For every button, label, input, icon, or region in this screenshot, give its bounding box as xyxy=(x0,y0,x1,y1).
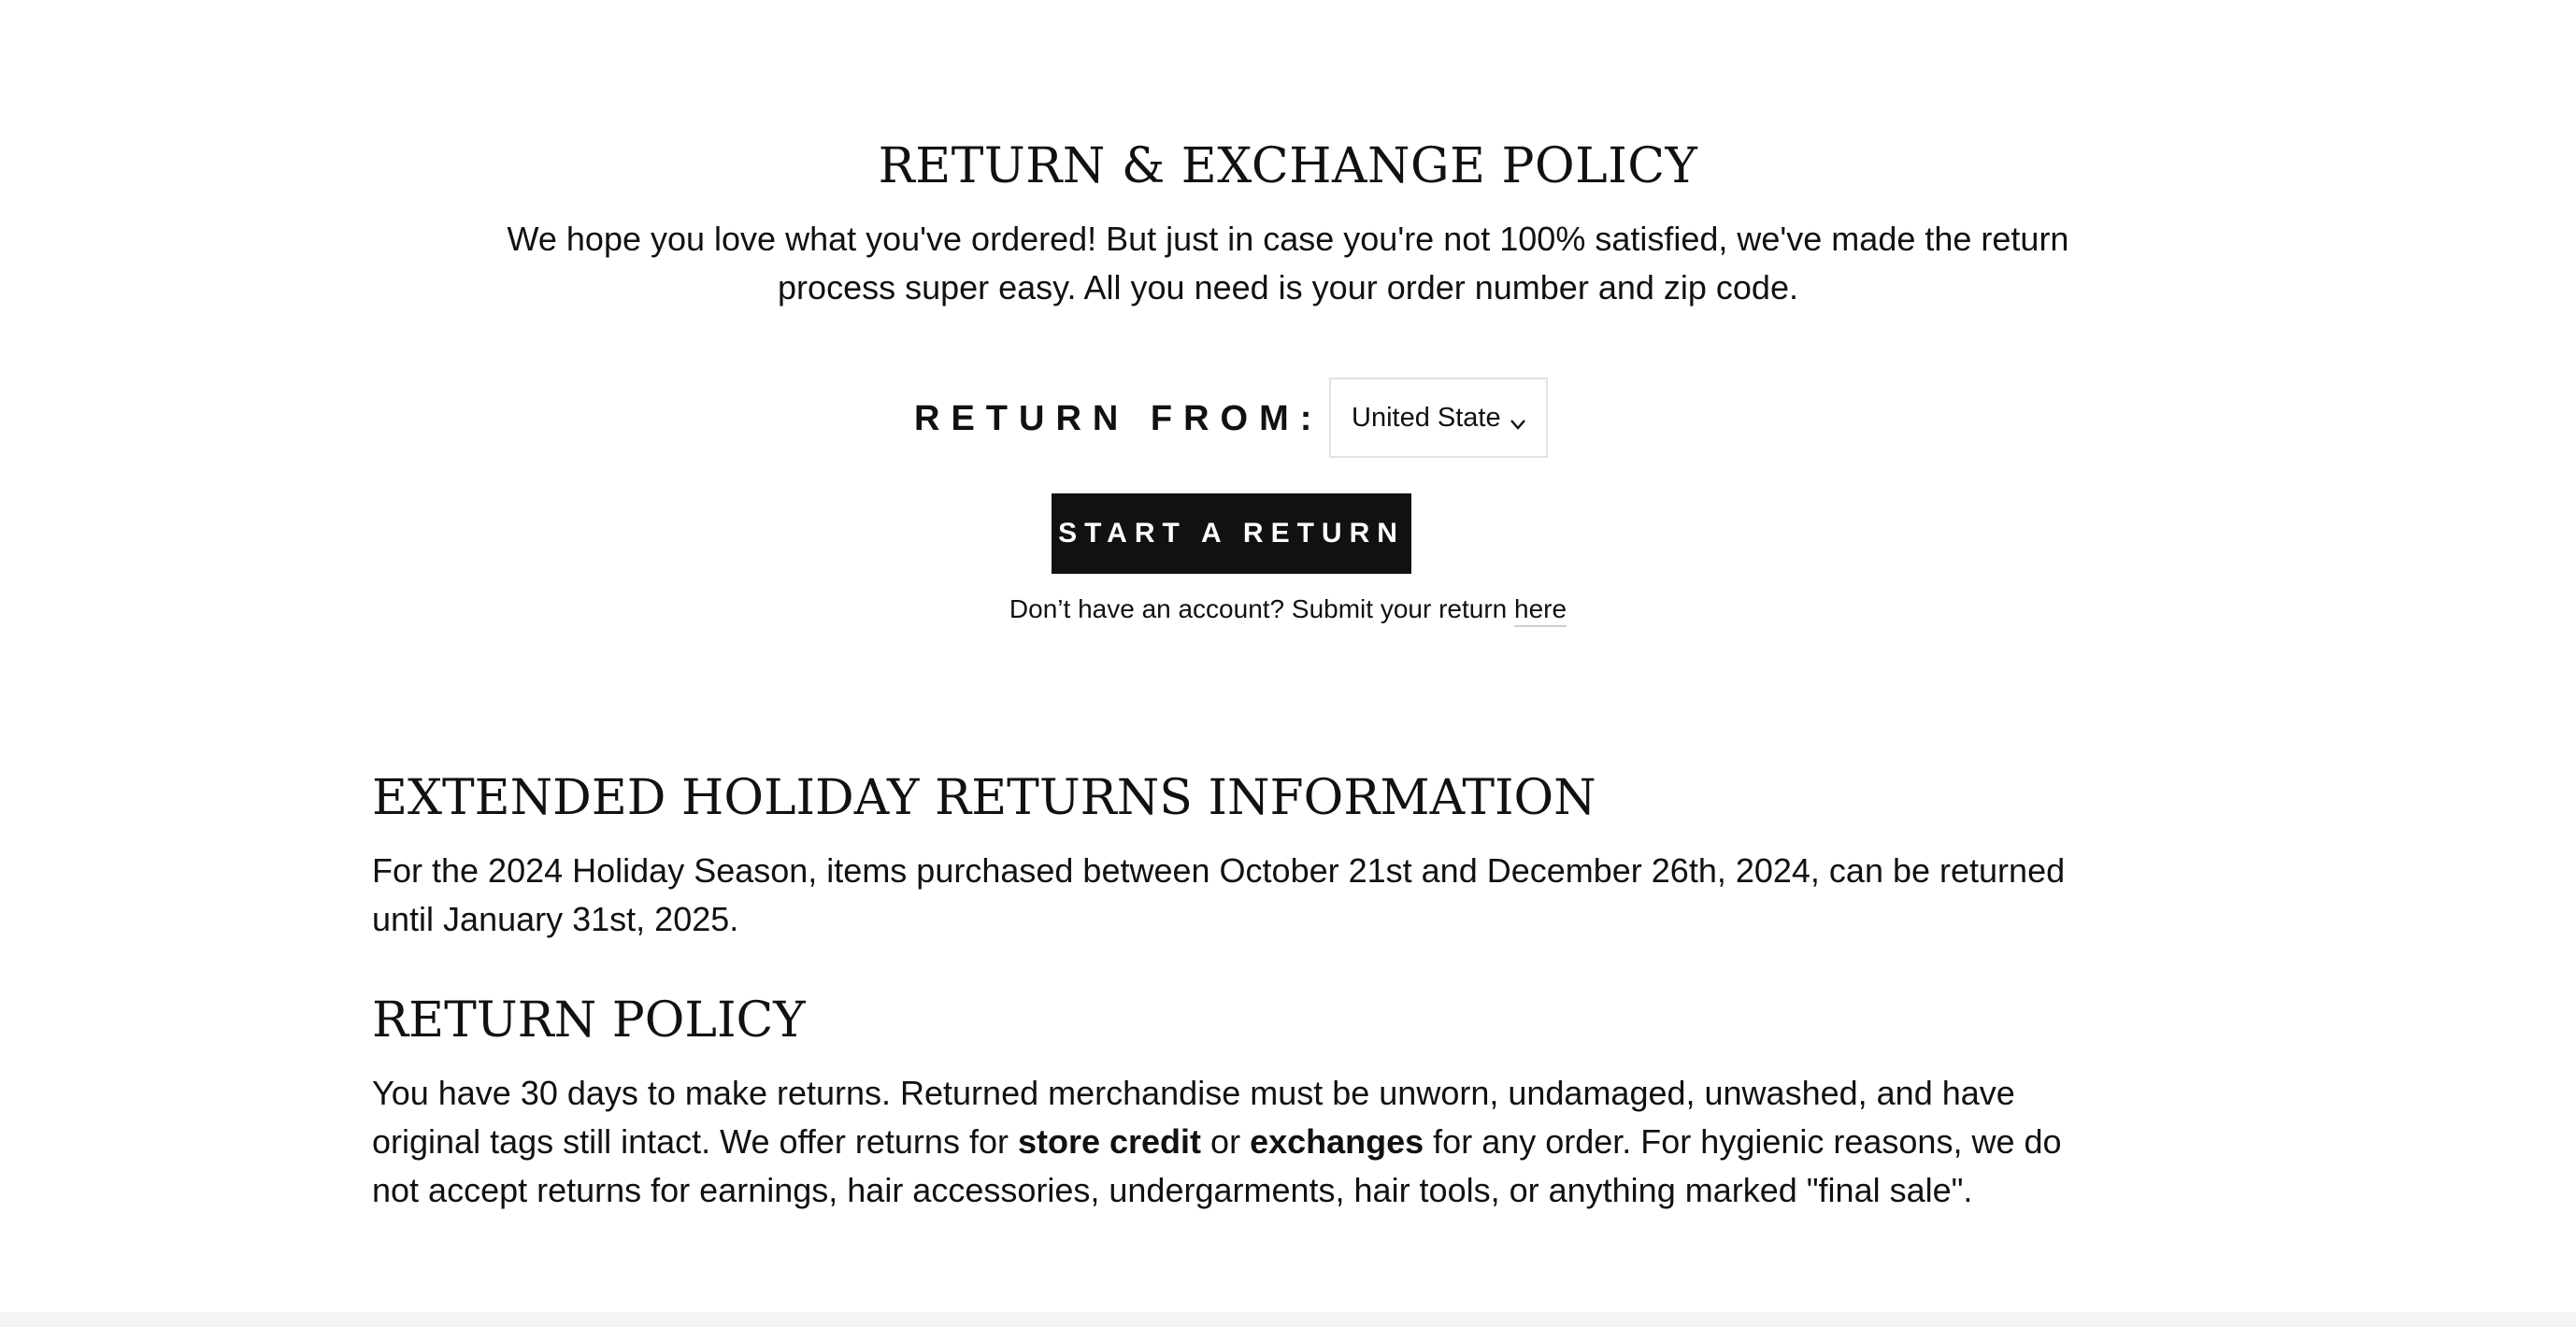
country-select[interactable] xyxy=(1329,378,1548,458)
chevron-down-icon xyxy=(1510,408,1525,423)
bottom-divider xyxy=(0,1312,2576,1327)
return-policy-section xyxy=(372,987,2111,1215)
country-select-value: United State xyxy=(1352,402,1501,433)
holiday-returns-section xyxy=(372,764,2111,944)
policy-text-part3: for any order. For hygienic reasons, we do not accept returns for earnings, hair accessories, undergarments, hair tools, or anything marked "final sale". xyxy=(372,1122,2062,1209)
account-note xyxy=(0,591,2576,628)
exchanges-text: exchanges xyxy=(1250,1122,1424,1161)
intro-text: We hope you love what you've ordered! But just in case you're not 100% satisfied, we've made the return process super easy. All you need is your order number and zip code. xyxy=(507,220,2069,307)
account-note-text: Don’t have an account? Submit your return xyxy=(1009,594,1515,623)
return-policy-body xyxy=(372,1069,2111,1215)
hero-section xyxy=(0,131,2576,312)
store-credit-text: store credit xyxy=(1017,1122,1202,1161)
return-policy-heading: RETURN POLICY xyxy=(372,992,806,1049)
holiday-returns-heading: EXTENDED HOLIDAY RETURNS INFORMATION xyxy=(372,770,1596,826)
return-from-row xyxy=(0,378,2576,460)
page-title: RETURN & EXCHANGE POLICY xyxy=(878,138,1698,194)
return-from-label: RETURN FROM: xyxy=(914,399,1324,438)
policy-text-part1: You have 30 days to make returns. Returned merchandise must be unworn, undamaged, unwashed, and have original tags still intact. We offer returns for xyxy=(372,1074,2015,1161)
holiday-returns-body: For the 2024 Holiday Season, items purchased between October 21st and December 26th, 2024, can be returned until January 31st, 2025. xyxy=(372,851,2066,938)
policy-text-part2: or xyxy=(1201,1122,1251,1161)
start-return-button[interactable]: START A RETURN xyxy=(1052,493,1411,574)
submit-return-here-link[interactable]: here xyxy=(1514,594,1567,627)
